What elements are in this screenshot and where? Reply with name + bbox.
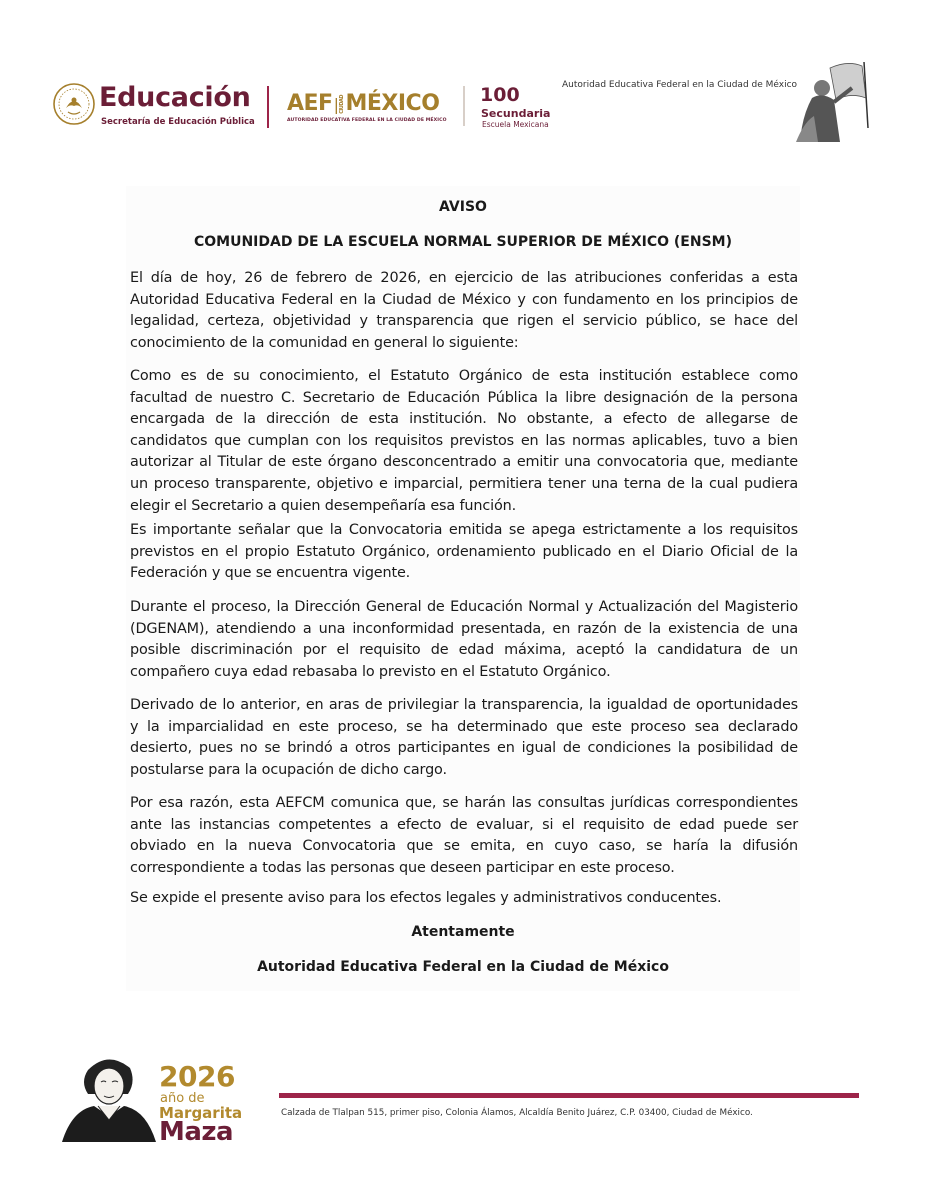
notice-paragraph-7: Se expide el presente aviso para los efectos legales y administrativos conducentes. xyxy=(130,890,722,906)
secundaria-title: Secundaria xyxy=(481,107,551,120)
notice-paragraph-5: Derivado de lo anterior, en aras de privilegiar la transparencia, la igualdad de oportunidades y la imparcialidad en este proceso, se ha determinado que este proceso sea declarado desierto, pues no se brindó a otros participantes en igual de condiciones la posibilidad de postularse para la ocupación de dicho cargo. xyxy=(130,697,798,778)
aef-logo-right: MÉXICO xyxy=(345,91,440,116)
footer-year-line2: año de xyxy=(160,1091,205,1106)
notice-paragraph-3: Es importante señalar que la Convocatoria emitida se apega estrictamente a los requisitos previstos en el propio Estatuto Orgánico, ordenamiento publicado en el Diario Oficial de la Federación y que se encuentra vigente. xyxy=(130,522,798,582)
notice-signature: Autoridad Educativa Federal en la Ciudad de México xyxy=(257,959,669,975)
notice-closing: Atentamente xyxy=(411,924,515,940)
aef-logo-title xyxy=(287,91,439,116)
notice-paragraph-2: Como es de su conocimiento, el Estatuto Orgánico de esta institución establece como facultad de nuestro C. Secretario de Educación Pública la libre designación de la persona encargada de la dirección de esta institución. No obstante, a efecto de allegarse de candidatos que cumplan con los requisitos previstos en las normas aplicables, tuvo a bien autorizar al Titular de este órgano desconcentrado a emitir una convocatoria que, mediante un proceso transparente, objetivo e imparcial, permitiera tener una terna de la cual pudiera elegir el Secretario a quien desempeñaría esa función. xyxy=(130,368,798,514)
notice-paragraph-4: Durante el proceso, la Dirección General de Educación Normal y Actualización del Magisterio (DGENAM), atendiendo a una inconformidad presentada, en razón de la existencia de una posible discriminación por el requisito de edad máxima, aceptó la candidatura de un compañero cuya edad rebasaba lo previsto en el Estatuto Orgánico. xyxy=(130,599,798,680)
footer-address: Calzada de Tlalpan 515, primer piso, Colonia Álamos, Alcaldía Benito Juárez, C.P. 03400, Ciudad de México. xyxy=(281,1108,753,1118)
notice-paragraph-1: El día de hoy, 26 de febrero de 2026, en ejercicio de las atribuciones conferidas a esta Autoridad Educativa Federal en la Ciudad de México y con fundamento en los principios de legalidad, certeza, objetividad y transparencia que rigen el servicio público, se hace del conocimiento de la comunidad en general lo siguiente: xyxy=(130,270,798,351)
aef-logo-left: AEF xyxy=(287,91,333,116)
notice-paragraph-6: Por esa razón, esta AEFCM comunica que, se harán las consultas jurídicas correspondientes ante las instancias competentes a efecto de evaluar, si el requisito de edad puede ser obviado en la nueva Convocatoria que se emita, en cuyo caso, se haría la difusión correspondiente a todas las personas que deseen participar en este proceso. xyxy=(130,795,798,876)
aef-logo-mid: CIUDAD xyxy=(339,94,346,114)
educacion-logo-title: Educación xyxy=(99,82,251,113)
logo-divider xyxy=(267,86,269,128)
notice-subtitle: COMUNIDAD DE LA ESCUELA NORMAL SUPERIOR DE MÉXICO (ENSM) xyxy=(193,234,732,250)
footer-bar xyxy=(279,1093,859,1098)
margarita-maza-portrait-illustration xyxy=(58,1050,158,1142)
notice-title: AVISO xyxy=(439,199,487,215)
secundaria-number: 100 xyxy=(480,84,520,106)
notice-body xyxy=(126,186,800,991)
secundaria-logo xyxy=(480,84,551,129)
secundaria-subtitle: Escuela Mexicana xyxy=(482,120,549,129)
header-authority-text: Autoridad Educativa Federal en la Ciudad de México xyxy=(562,80,798,90)
footer-year-line4: Maza xyxy=(159,1117,234,1147)
page-header xyxy=(0,0,927,160)
heroine-flag-illustration xyxy=(790,58,870,144)
aef-logo-divider: | xyxy=(333,95,339,114)
footer-year: 2026 xyxy=(159,1060,235,1093)
footer-year-line3: Margarita xyxy=(159,1104,243,1122)
aef-logo-subtitle: AUTORIDAD EDUCATIVA FEDERAL EN LA CIUDAD DE MÉXICO xyxy=(287,118,447,123)
educacion-logo-subtitle: Secretaría de Educación Pública xyxy=(101,117,255,127)
national-seal-icon xyxy=(52,82,96,126)
logo-divider-secondary xyxy=(463,86,465,126)
